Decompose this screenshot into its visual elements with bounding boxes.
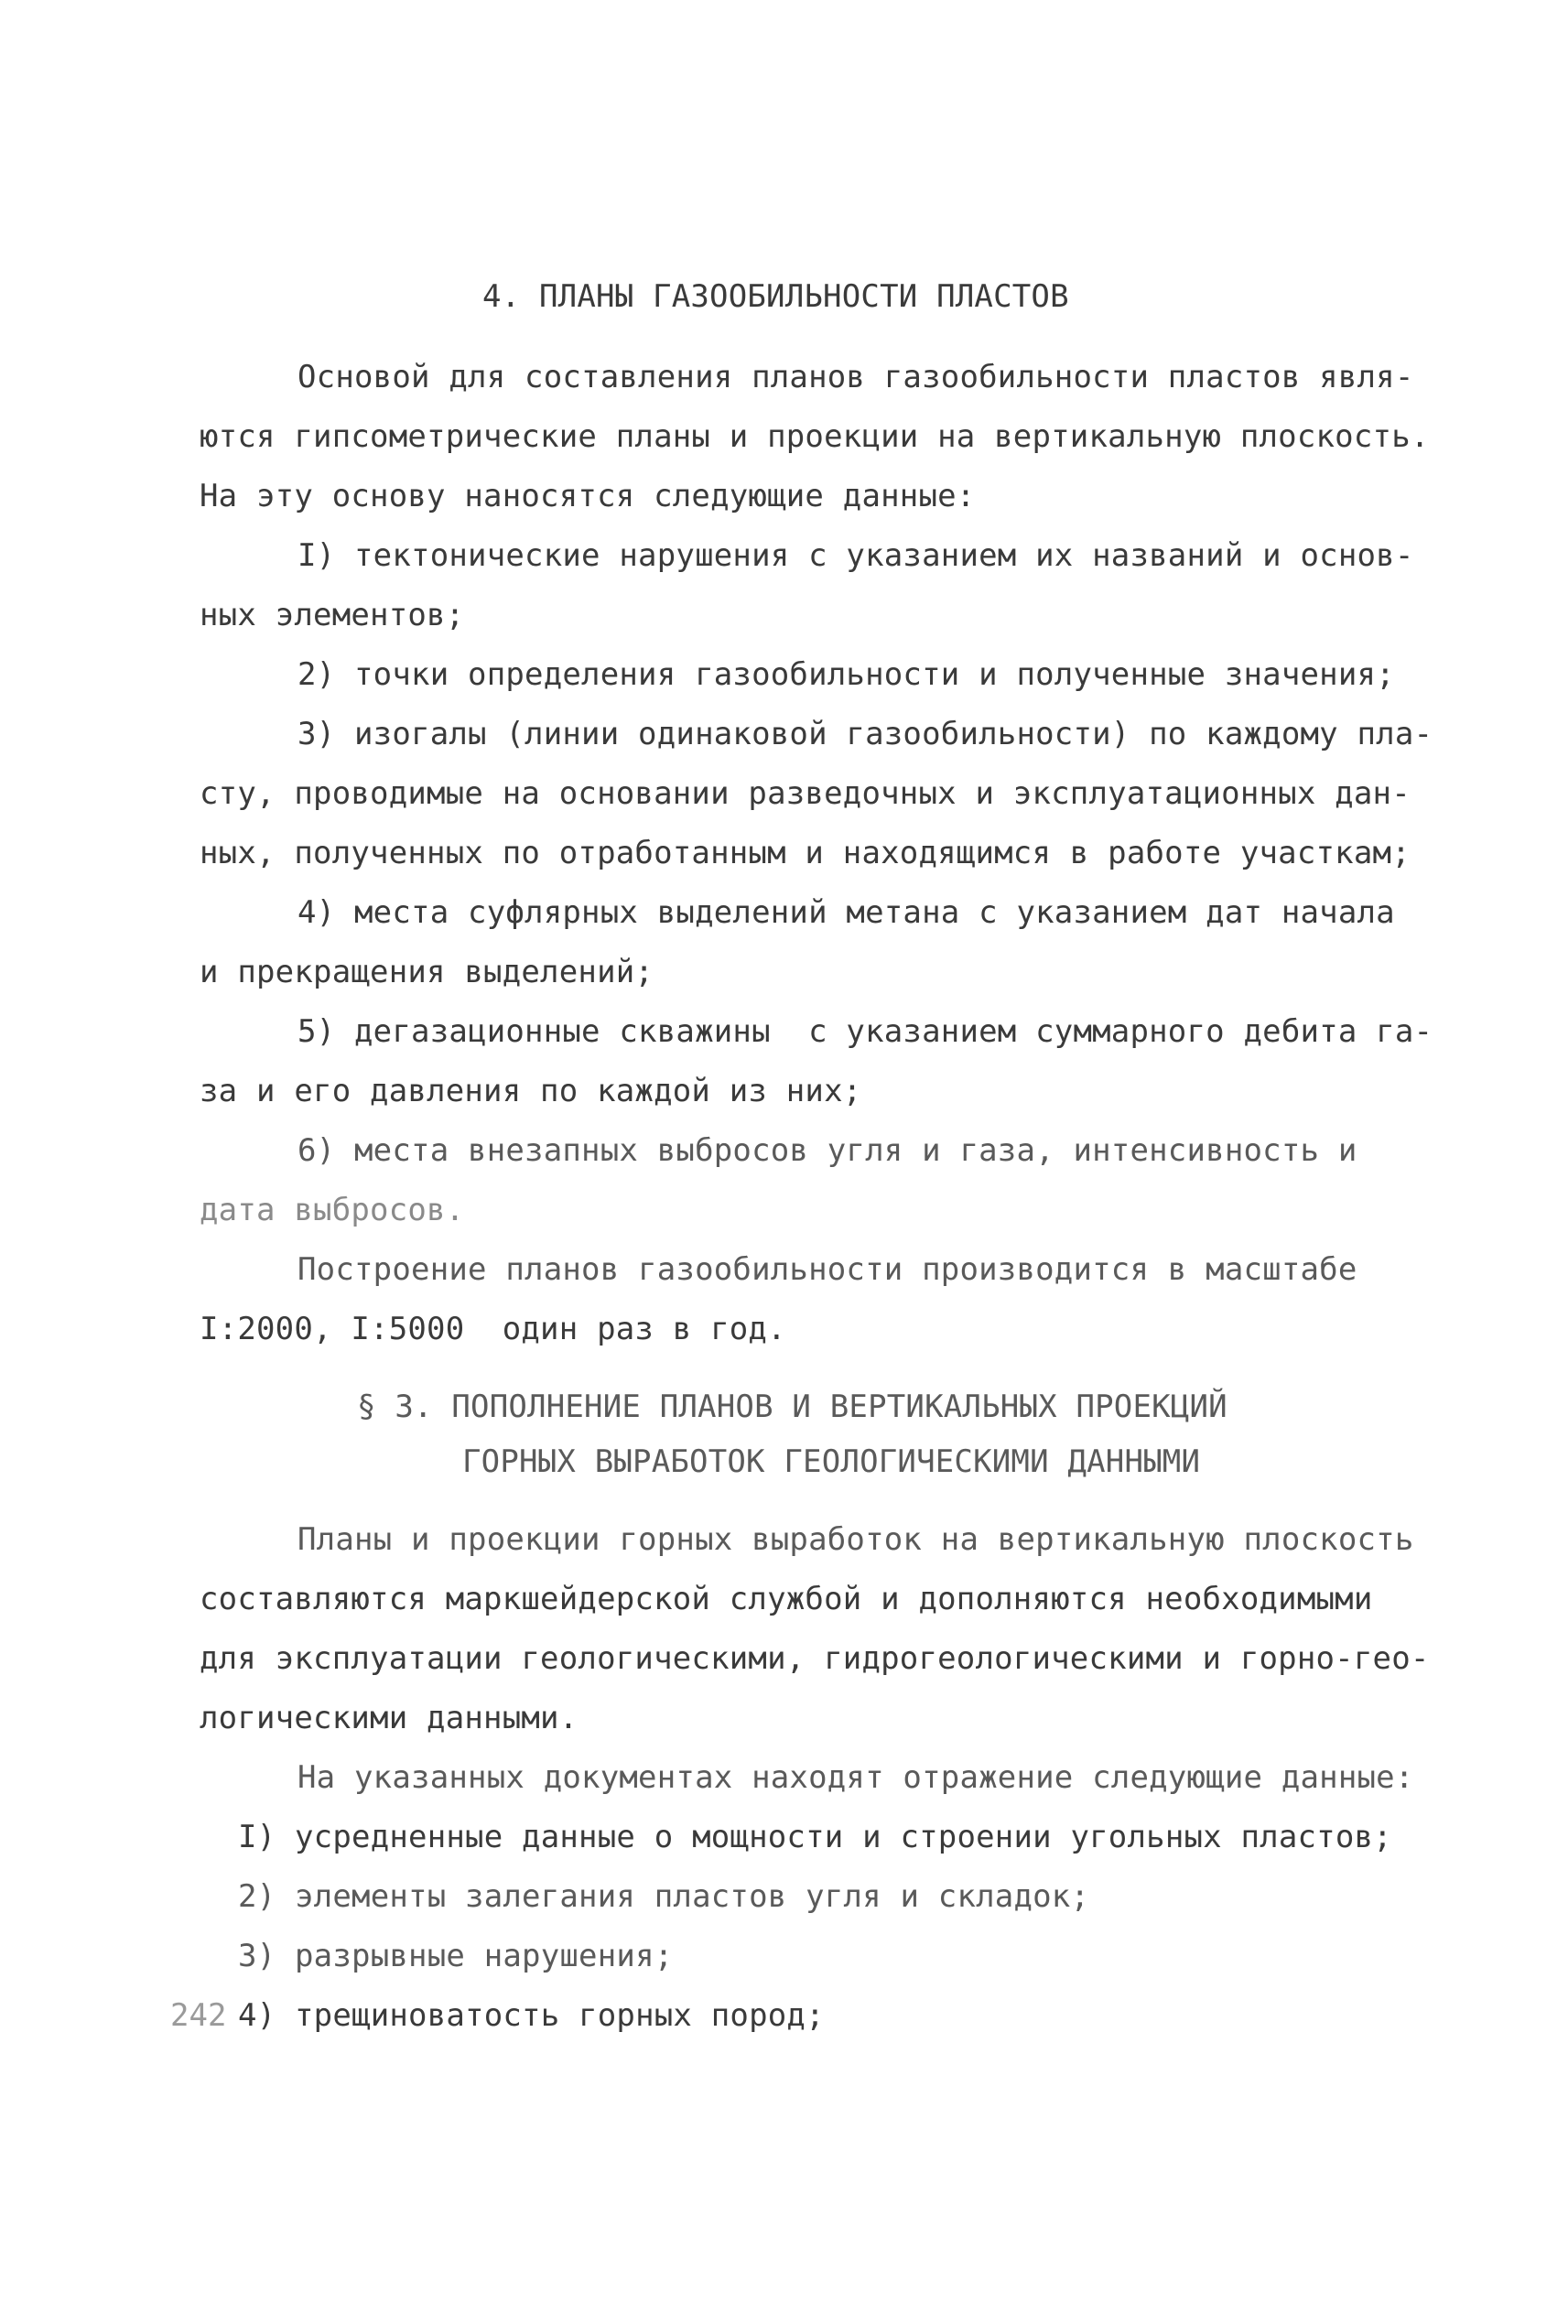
paragraph-line: Планы и проекции горных выработок на вертикальную плоскость — [297, 1521, 1414, 1558]
list-item: 2) точки определения газообильности и полученные значения; — [297, 656, 1395, 693]
paragraph-line: На указанных документах находят отражение следующие данные: — [297, 1759, 1414, 1796]
list-item-continuation: дата выбросов. — [200, 1192, 465, 1228]
list-item-continuation: за и его давления по каждой из них; — [200, 1073, 862, 1109]
list-item: 5) дегазационные скважины с указанием суммарного дебита га- — [297, 1013, 1433, 1050]
paragraph-line: Построение планов газообильности производится в масштабе — [297, 1251, 1357, 1288]
paragraph-line: для эксплуатации геологическими, гидрогеологическими и горно-гео- — [200, 1640, 1430, 1677]
list-item: 2) элементы залегания пластов угля и складок; — [238, 1878, 1090, 1915]
section-heading-line1: § 3. ПОПОЛНЕНИЕ ПЛАНОВ И ВЕРТИКАЛЬНЫХ ПРОЕКЦИЙ — [357, 1389, 1227, 1425]
list-item: 4) трещиноватость горных пород; — [238, 1997, 825, 2034]
list-item-continuation: и прекращения выделений; — [200, 954, 654, 990]
page-number: 242 — [170, 1997, 227, 2034]
list-item: I) тектонические нарушения с указанием их названий и основ- — [297, 537, 1414, 574]
list-item-continuation: сту, проводимые на основании разведочных и эксплуатационных дан- — [200, 775, 1411, 812]
list-item: 3) изогалы (линии одинаковой газообильности) по каждому пла- — [297, 716, 1433, 752]
section-heading: 4. ПЛАНЫ ГАЗООБИЛЬНОСТИ ПЛАСТОВ — [482, 278, 1069, 315]
paragraph-line: логическими данными. — [200, 1700, 579, 1736]
list-item: 3) разрывные нарушения; — [238, 1938, 674, 1974]
section-heading-line2: ГОРНЫХ ВЫРАБОТОК ГЕОЛОГИЧЕСКИМИ ДАННЫМИ — [462, 1443, 1201, 1480]
list-item: 6) места внезапных выбросов угля и газа, интенсивность и — [297, 1132, 1357, 1169]
list-item: I) усредненные данные о мощности и строении угольных пластов; — [238, 1819, 1392, 1855]
list-item-continuation: ных, полученных по отработанным и находящимся в работе участкам; — [200, 835, 1411, 871]
paragraph-line: Основой для составления планов газообильности пластов явля- — [297, 359, 1414, 395]
paragraph-line: На эту основу наносятся следующие данные: — [200, 478, 976, 514]
list-item: 4) места суфлярных выделений метана с указанием дат начала — [297, 894, 1395, 931]
list-item-continuation: ных элементов; — [200, 597, 465, 633]
paragraph-line: составляются маркшейдерской службой и дополняются необходимыми — [200, 1581, 1373, 1617]
paragraph-line: ются гипсометрические планы и проекции на вертикальную плоскость. — [200, 418, 1430, 455]
paragraph-line: I:2000, I:5000 один раз в год. — [200, 1311, 786, 1347]
